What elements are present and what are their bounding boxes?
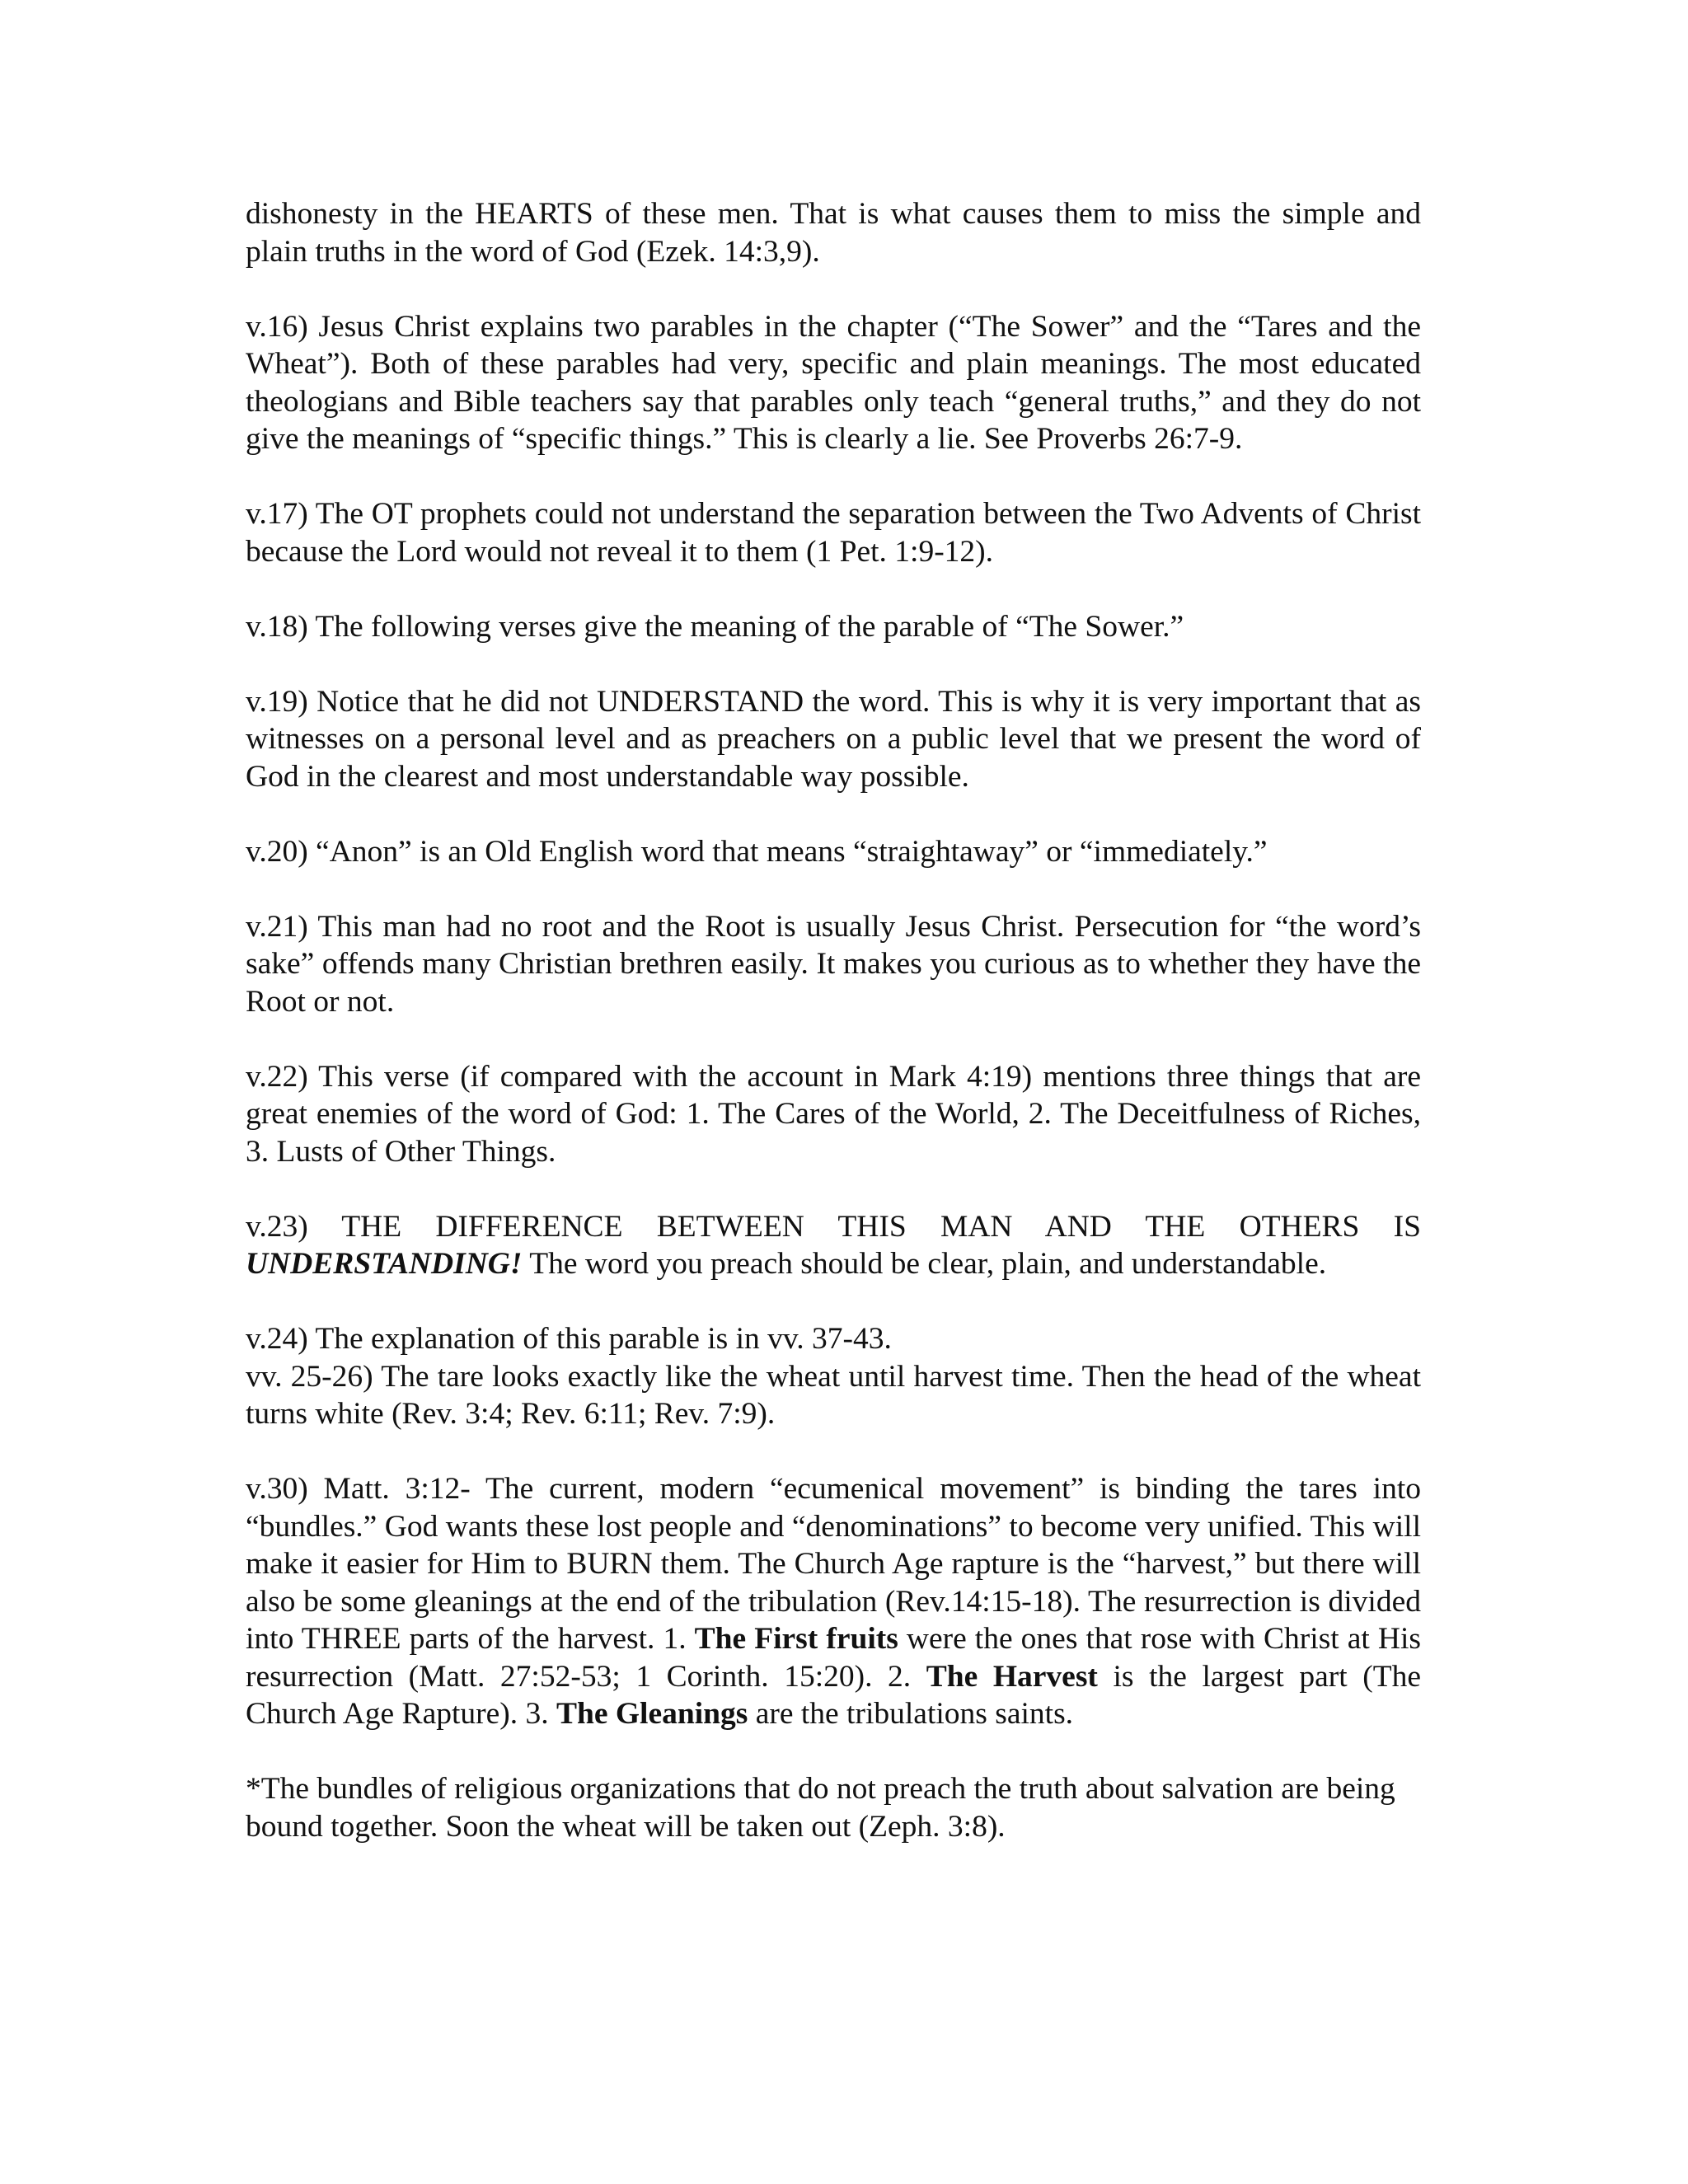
paragraph-v19: v.19) Notice that he did not UNDERSTAND the word. This is why it is very important that as witnesses on a personal level and as preachers on a public level that we present the word of God in the clearest and most understandable way possible. xyxy=(246,684,1421,794)
v30-text-2: were the ones that rose with Christ at His resurrection (Matt. 27:52-53; 1 Corinth. 15:20). 2. xyxy=(246,1622,1421,1694)
paragraph-v20: v.20) “Anon” is an Old English word that means “straightaway” or “immediately.” xyxy=(246,834,1268,869)
v30-text: v.30) Matt. 3:12- The current, modern “ecumenical movement” is binding the tares into “bundles.” God wants these lost people and “denominations” to become very unified. This will make it easier for Him to BURN them. The Church Age rapture is the “harvest,” but there will also be some gleanings at the end of the tribulation (Rev.14:15-18). The resurrection is divided into THREE parts of the harvest. 1. xyxy=(246,1472,1421,1656)
first-fruits-term: The First fruits xyxy=(694,1622,898,1656)
paragraph-bundles-note: *The bundles of religious organizations that do not preach the truth about salvation are being bound together. Soon the wheat will be taken out (Zeph. 3:8). xyxy=(246,1772,1395,1844)
v23-text-end: The word you preach should be clear, plain, and understandable. xyxy=(522,1247,1327,1281)
paragraph-v18: v.18) The following verses give the meaning of the parable of “The Sower.” xyxy=(246,609,1184,644)
v30-text-3: is the largest part (The Church Age Rapture). 3. xyxy=(246,1659,1421,1731)
document-page xyxy=(246,195,1421,1883)
paragraph-v24: v.24) The explanation of this parable is in vv. 37-43. xyxy=(246,1322,892,1356)
paragraph-v17: v.17) The OT prophets could not understand the separation between the Two Advents of Christ because the Lord would not reveal it to them (1 Pet. 1:9-12). xyxy=(246,497,1421,569)
paragraph-v22: v.22) This verse (if compared with the account in Mark 4:19) mentions three things that are great enemies of the word of God: 1. The Cares of the World, 2. The Deceitfulness of Riches, 3. Lusts of Other Things. xyxy=(246,1059,1421,1169)
paragraph-v25-26: vv. 25-26) The tare looks exactly like the wheat until harvest time. Then the head of the wheat turns white (Rev. 3:4; Rev. 6:11; Rev. 7:9). xyxy=(246,1359,1421,1431)
understanding-emphasis: UNDERSTANDING! xyxy=(246,1247,523,1281)
paragraph-v16: v.16) Jesus Christ explains two parables in the chapter (“The Sower” and the “Tares and the Wheat”). Both of these parables had very, specific and plain meanings. The most educated theologians and Bible teachers say that parables only teach “general truths,” and they do not give the meanings of “specific things.” This is clearly a lie. See Proverbs 26:7-9. xyxy=(246,309,1421,456)
v23-text: v.23) THE DIFFERENCE BETWEEN THIS MAN AND THE OTHERS IS xyxy=(246,1209,1421,1244)
paragraph-v30 xyxy=(246,1470,1421,1733)
paragraph-v21: v.21) This man had no root and the Root is usually Jesus Christ. Persecution for “the word’s sake” offends many Christian brethren easily. It makes you curious as to whether they have the Root or not. xyxy=(246,909,1421,1019)
paragraph-hearts: dishonesty in the HEARTS of these men. That is what causes them to miss the simple and plain truths in the word of God (Ezek. 14:3,9). xyxy=(246,197,1421,269)
gleanings-term: The Gleanings xyxy=(556,1697,748,1731)
v30-text-4: are the tribulations saints. xyxy=(748,1697,1074,1731)
harvest-term: The Harvest xyxy=(926,1659,1098,1694)
paragraph-v23 xyxy=(246,1208,1421,1283)
